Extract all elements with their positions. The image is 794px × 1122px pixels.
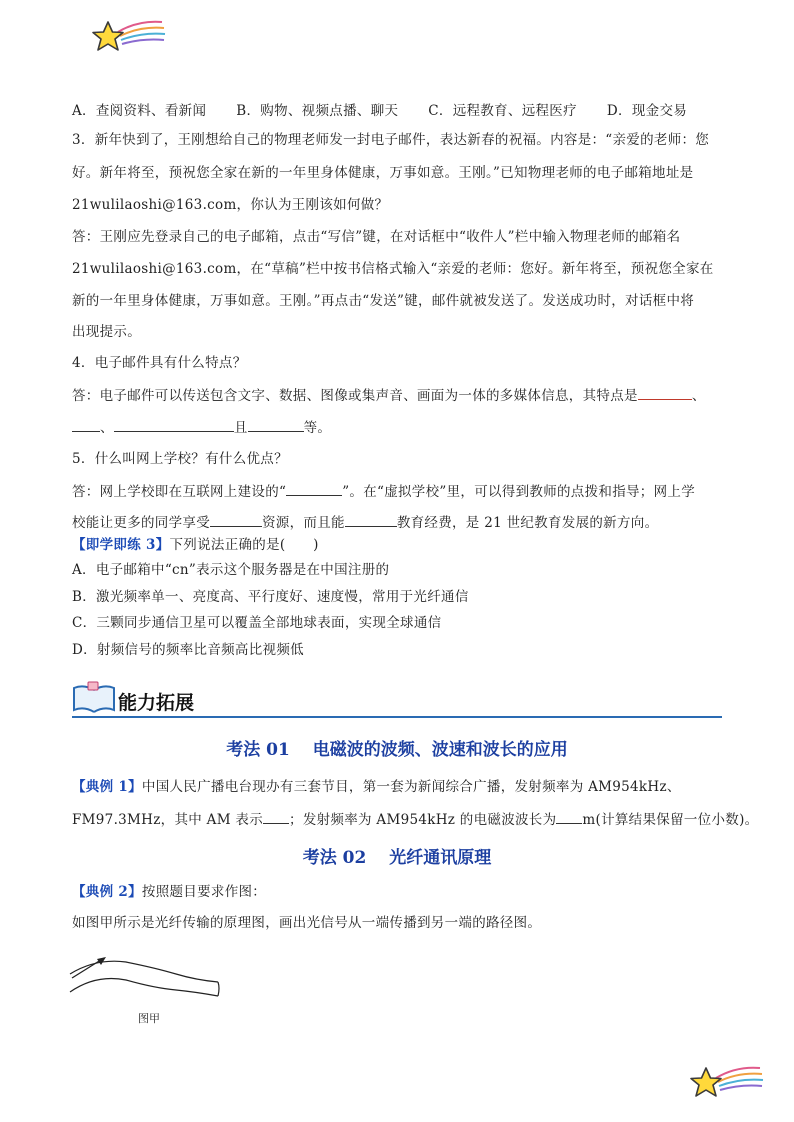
- light-ray-arrowhead: [97, 957, 106, 965]
- answer-blank: [638, 385, 692, 400]
- method-01-title: 考法 01 电磁波的波频、波速和波长的应用: [226, 740, 568, 760]
- option-c: C．远程教育、远程医疗: [428, 103, 577, 119]
- practice-stem-text: 下列说法正确的是( ): [169, 537, 319, 553]
- answer-blank: [72, 417, 100, 432]
- practice-option-c: C．三颗同步通信卫星可以覆盖全部地球表面，实现全球通信: [72, 615, 442, 631]
- example-1-text: 中国人民广播电台现办有三套节目，第一套为新闻综合广播，发射频率为 AM954kHz、: [141, 779, 681, 795]
- example-2-text: 按照题目要求作图：: [141, 884, 267, 900]
- example-1-text: m(计算结果保留一位小数)。: [582, 812, 759, 828]
- option-b: B．购物、视频点播、聊天: [236, 103, 399, 119]
- fiber-outer-curve: [70, 961, 218, 982]
- practice-stem: [72, 535, 722, 555]
- section-rule: [72, 716, 722, 718]
- q4-answer-2: [72, 417, 722, 438]
- q4-answer-1: [72, 385, 722, 406]
- q5-text: 校能让更多的同学享受: [72, 515, 210, 531]
- answer-blank: [286, 481, 342, 496]
- option-a: A．查阅资料、看新闻: [72, 103, 207, 119]
- fiber-inner-curve: [70, 979, 218, 997]
- star-icon: [88, 14, 168, 58]
- example-1-line-2: [72, 809, 759, 830]
- q5-text: 教育经费，是 21 世纪教育发展的新方向。: [396, 515, 659, 531]
- q3-line-1: 3．新年快到了，王刚想给自己的物理老师发一封电子邮件，表达新春的祝福。内容是：“亲爱的老师：您: [72, 132, 710, 148]
- q4-line-1: 4．电子邮件具有什么特点？: [72, 355, 247, 371]
- q4-sep: 等。: [303, 420, 332, 436]
- q3-answer-2: 21wulilaoshi@163.com，在“草稿”栏中按书信格式输入“亲爱的老师：您好。新年将至，预祝您全家在: [72, 261, 714, 277]
- q5-text: 答：网上学校即在互联网上建设的“: [72, 484, 287, 500]
- open-book-icon: [72, 680, 116, 716]
- q5-text: 资源，而且能: [262, 515, 345, 531]
- q3-line-2: 好。新年将至，预祝您全家在新的一年里身体健康，万事如意。王刚。”已知物理老师的电子邮箱地址是: [72, 165, 694, 181]
- q4-answer-text: 答：电子邮件可以传送包含文字、数据、图像或集声音、画面为一体的多媒体信息，其特点是: [72, 388, 638, 404]
- example-2-line-2: 如图甲所示是光纤传输的原理图，画出光信号从一端传播到另一端的路径图。: [72, 915, 542, 931]
- q4-sep: 且: [233, 420, 248, 436]
- example-2-line-1: [72, 882, 722, 902]
- practice-option-a: A．电子邮箱中“cn”表示这个服务器是在中国注册的: [72, 562, 390, 578]
- section-title: 能力拓展: [118, 692, 195, 714]
- practice-tag: 【即学即练 3】: [72, 537, 170, 553]
- example-1-text: FM97.3MHz，其中 AM 表示: [72, 812, 264, 828]
- q5-text: ”。在“虚拟学校”里，可以得到教师的点拨和指导；网上学: [342, 484, 696, 500]
- example-1-text: ；发射频率为 AM954kHz 的电磁波波长为: [289, 812, 557, 828]
- q5-answer-1: [72, 481, 722, 502]
- options-line: [72, 101, 722, 121]
- figure-caption: 图甲: [138, 1012, 160, 1025]
- q4-sep: 、: [691, 388, 706, 404]
- q5-answer-2: [72, 512, 722, 533]
- example-1-tag: 【典例 1】: [72, 779, 142, 795]
- q4-sep: 、: [100, 420, 114, 436]
- practice-option-b: B．激光频率单一、亮度高、平行度好、速度慢，常用于光纤通信: [72, 589, 469, 605]
- option-d: D．现金交易: [606, 103, 688, 119]
- example-2-tag: 【典例 2】: [72, 884, 142, 900]
- method-02-title: 考法 02 光纤通讯原理: [302, 848, 492, 868]
- optical-fiber-diagram: [66, 944, 226, 1008]
- q3-answer-4: 出现提示。: [72, 324, 141, 340]
- q5-line-1: 5．什么叫网上学校？有什么优点？: [72, 451, 288, 467]
- star-icon: [686, 1060, 766, 1104]
- answer-blank: [556, 809, 582, 824]
- practice-option-d: D．射频信号的频率比音频高比视频低: [72, 642, 304, 658]
- q3-answer-3: 新的一年里身体健康，万事如意。王刚。”再点击“发送”键，邮件就被发送了。发送成功时，对话框中将: [72, 293, 695, 309]
- answer-blank: [248, 417, 304, 432]
- q3-line-3: 21wulilaoshi@163.com，你认为王刚该如何做？: [72, 197, 389, 213]
- answer-blank: [210, 512, 262, 527]
- answer-blank: [263, 809, 289, 824]
- example-1-line-1: [72, 777, 722, 797]
- q3-answer-1: 答：王刚应先登录自己的电子邮箱，点击“写信”键，在对话框中“收件人”栏中输入物理老师的邮箱名: [72, 229, 681, 245]
- answer-blank: [345, 512, 397, 527]
- answer-blank: [114, 417, 234, 432]
- fiber-end-curve: [218, 982, 219, 996]
